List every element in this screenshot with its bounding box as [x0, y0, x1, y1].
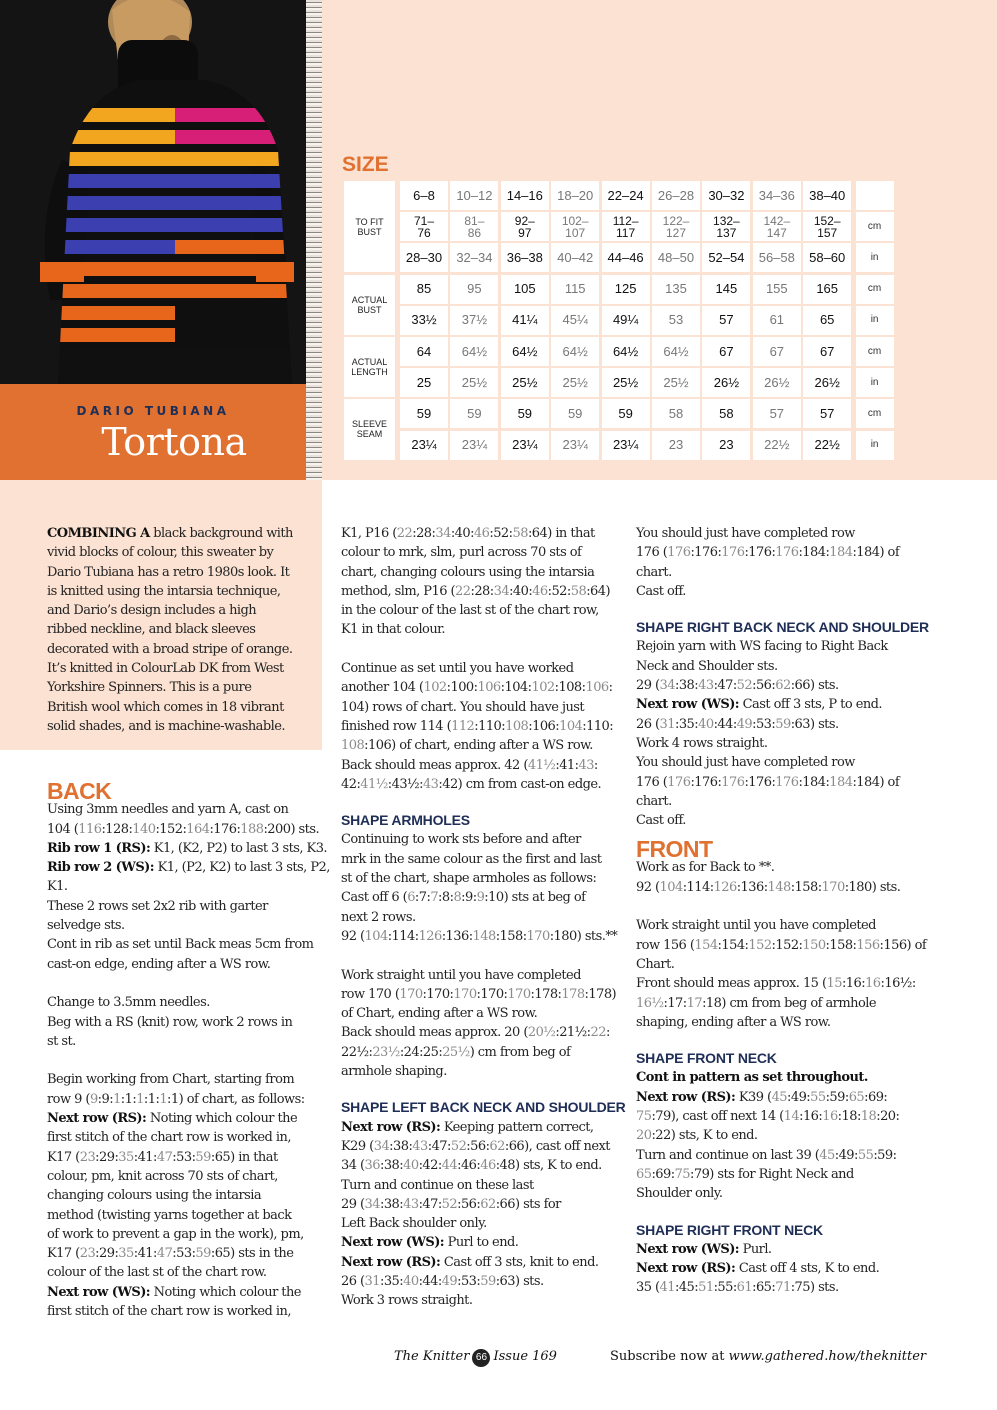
text-line: Neck and Shoulder sts. — [636, 658, 778, 674]
text-line: Work 3 rows straight. — [341, 1293, 473, 1309]
text-line: These 2 rows set 2x2 rib with garter — [47, 898, 268, 914]
text-line: 42:41½:43½:43:42) cm from cast-on edge. — [341, 776, 602, 792]
size-cell: 61 — [753, 306, 801, 335]
pattern-title: Tortona — [101, 420, 247, 464]
text-column-3 — [636, 524, 929, 1298]
size-cell: 135 — [652, 275, 700, 304]
back-heading: BACK — [47, 778, 112, 805]
text-line: method, slm, P16 (22:28:34:40:46:52:58:64) — [341, 583, 610, 599]
text-line: Work as for Back to **. — [636, 860, 775, 876]
size-cell: 58–60 — [803, 243, 851, 272]
size-cell: 112– 117 — [602, 212, 650, 241]
size-cell: 125 — [602, 275, 650, 304]
size-cell: 105 — [501, 275, 549, 304]
size-cell: 23¼ — [501, 431, 549, 460]
text-line: You should just have completed row — [636, 526, 855, 541]
text-line: Cast off 6 (6:7:7:8:8:9:9:10) sts at beg of — [341, 890, 586, 906]
text-line: and Dario’s design includes a high — [47, 603, 257, 619]
text-line: 75:79), cast off next 14 (14:16:16:18:18:20: — [636, 1109, 900, 1125]
size-cell: 22½ — [753, 431, 801, 460]
unit-cell: in — [856, 306, 894, 335]
text-line: 65:69:75:79) sts for Right Neck and — [636, 1166, 854, 1182]
text-line: row 9 (9:9:1:1:1:1:1:1) of chart, as follows: — [47, 1091, 305, 1107]
size-cell: 58 — [652, 399, 700, 428]
text-column-1 — [47, 524, 330, 1321]
text-line: method (twisting yarns together at back — [47, 1207, 292, 1223]
text-line: Cont in pattern as set throughout. — [636, 1070, 868, 1086]
text-line: British wool which comes in 18 vibrant — [47, 699, 284, 715]
text-line: Dario Tubiana has a retro 1980s look. It — [47, 564, 290, 580]
size-cell: 59 — [400, 399, 448, 428]
text-line: Next row (RS): Noting which colour the — [47, 1111, 298, 1127]
size-cell: 58 — [702, 399, 750, 428]
text-line: Begin working from Chart, starting from — [47, 1072, 295, 1088]
text-line: COMBINING A black background with — [47, 526, 293, 541]
text-line: Beg with a RS (knit) row, work 2 rows in — [47, 1014, 293, 1030]
text-line: colour, pm, knit across 70 sts of chart, — [47, 1168, 278, 1184]
spiral-binding — [306, 0, 322, 480]
text-line: vivid blocks of colour, this sweater by — [47, 545, 274, 561]
size-cell: 152– 157 — [803, 212, 851, 241]
size-cell: 36–38 — [501, 243, 549, 272]
text-line: K1, P16 (22:28:34:40:46:52:58:64) in that — [341, 526, 595, 541]
size-cell: 71– 76 — [400, 212, 448, 241]
text-line: row 170 (170:170:170:170:170:178:178:178) — [341, 986, 617, 1002]
text-line: armhole shaping. — [341, 1064, 447, 1080]
back-finish-instructions — [636, 524, 929, 601]
front-neck-instructions — [636, 1068, 929, 1203]
sweater-illustration — [0, 0, 306, 384]
size-cell: 102– 107 — [551, 212, 599, 241]
text-line: Work 4 rows straight. — [636, 735, 768, 751]
shape-armholes-heading: SHAPE ARMHOLES — [341, 812, 470, 829]
text-line: You should just have completed row — [636, 755, 855, 771]
text-line: Front should meas approx. 15 (15:16:16:16½: — [636, 976, 916, 992]
size-cell: 59 — [450, 399, 498, 428]
size-cell: 10–12 — [450, 181, 498, 210]
text-line: first stitch of the chart row is worked in, — [47, 1303, 291, 1319]
text-line: Continuing to work sts before and after — [341, 832, 581, 848]
text-line: 26 (31:35:40:44:49:53:59:63) sts. — [636, 716, 839, 732]
text-line — [47, 974, 330, 993]
size-cell: 64½ — [501, 337, 549, 366]
size-cell: 67 — [803, 337, 851, 366]
text-line: 29 (34:38:43:47:52:56:62:66) sts for — [341, 1196, 561, 1212]
right-back-neck-heading: SHAPE RIGHT BACK NECK AND SHOULDER — [636, 619, 929, 636]
size-cell: 23 — [702, 431, 750, 460]
size-cell: 6–8 — [400, 181, 448, 210]
size-cell: 28–30 — [400, 243, 448, 272]
text-line: K1 in that colour. — [341, 622, 445, 638]
unit-cell — [856, 181, 894, 210]
text-line: K29 (34:38:43:47:52:56:62:66), cast off next — [341, 1138, 610, 1154]
text-line: 26 (31:35:40:44:49:53:59:63) sts. — [341, 1273, 544, 1289]
text-line: Continue as set until you have worked — [341, 661, 574, 677]
text-line: 92 (104:114:126:136:148:158:170:180) sts. — [636, 879, 901, 895]
size-cell: 23¼ — [400, 431, 448, 460]
text-line: It’s knitted in ColourLab DK from West — [47, 661, 284, 677]
size-cell: 30–32 — [702, 181, 750, 210]
unit-cell: cm — [856, 399, 894, 428]
size-cell: 59 — [551, 399, 599, 428]
text-line: 176 (176:176:176:176:176:184:184:184) of — [636, 774, 900, 790]
left-back-neck-heading: SHAPE LEFT BACK NECK AND SHOULDER — [341, 1099, 626, 1116]
size-cell: 26–28 — [652, 181, 700, 210]
size-cell: 48–50 — [652, 243, 700, 272]
text-line: Cont in rib as set until Back meas 5cm from — [47, 937, 314, 953]
size-cell: 34–36 — [753, 181, 801, 210]
size-cell: 115 — [551, 275, 599, 304]
text-line: row 156 (154:154:152:152:150:158:156:156) of — [636, 937, 927, 953]
text-line: Using 3mm needles and yarn A, cast on — [47, 802, 289, 818]
size-cell: 64½ — [551, 337, 599, 366]
text-line: 104 (116:128:140:152:164:176:188:200) sts. — [47, 821, 320, 837]
size-group-label: SLEEVE SEAM — [344, 399, 395, 459]
text-line — [341, 946, 626, 965]
size-cell: 132– 137 — [702, 212, 750, 241]
footer-subscribe — [610, 1349, 926, 1364]
size-cell: 65 — [803, 306, 851, 335]
page-number: 66 — [472, 1349, 490, 1367]
size-cell: 81– 86 — [450, 212, 498, 241]
text-line: decorated with a broad stripe of orange. — [47, 641, 293, 657]
text-line: 108:106) of chart, ending after a WS row. — [341, 738, 593, 754]
size-cell: 32–34 — [450, 243, 498, 272]
text-line: 34 (36:38:40:42:44:46:46:48) sts, K to end. — [341, 1158, 602, 1174]
unit-cell: in — [856, 368, 894, 397]
unit-cell: cm — [856, 337, 894, 366]
size-cell: 165 — [803, 275, 851, 304]
size-cell: 49¼ — [602, 306, 650, 335]
text-line: Back should meas approx. 42 (41½:41:43: — [341, 757, 598, 773]
text-line: 20:22) sts, K to end. — [636, 1128, 758, 1144]
text-line: 35 (41:45:51:55:61:65:71:75) sts. — [636, 1280, 839, 1296]
unit-cell: in — [856, 431, 894, 460]
back-instructions — [47, 800, 330, 1321]
text-line: chart. — [636, 564, 672, 580]
size-cell: 23¼ — [551, 431, 599, 460]
subscribe-link[interactable]: www.gathered.how/theknitter — [728, 1349, 927, 1364]
size-cell: 25½ — [602, 368, 650, 397]
text-line: another 104 (102:100:106:104:102:108:106: — [341, 680, 613, 696]
text-line: chart, changing colours using the intarsia — [341, 564, 595, 580]
front-heading: FRONT — [636, 836, 713, 863]
footer-magazine — [394, 1349, 557, 1367]
text-line: colour to mrk, slm, purl across 70 sts of — [341, 545, 582, 561]
text-line: Next row (WS): Noting which colour the — [47, 1284, 301, 1300]
size-cell: 22½ — [803, 431, 851, 460]
size-cell: 26½ — [702, 368, 750, 397]
text-line: Rib row 2 (WS): K1, (P2, K2) to last 3 sts, P2, — [47, 860, 330, 876]
text-line — [636, 897, 929, 916]
armholes-instructions — [341, 830, 626, 1081]
text-line: selvedge sts. — [47, 918, 125, 934]
size-cell: 57 — [803, 399, 851, 428]
text-line: Work straight until you have completed — [636, 918, 876, 934]
issue-number: Issue 169 — [493, 1349, 557, 1364]
size-cell: 145 — [702, 275, 750, 304]
text-line — [47, 1051, 330, 1070]
text-line: cast-on edge, ending after a WS row. — [47, 956, 271, 972]
size-cell: 59 — [602, 399, 650, 428]
size-cell: 57 — [702, 306, 750, 335]
text-line: Left Back shoulder only. — [341, 1216, 487, 1232]
intro-paragraph — [47, 524, 330, 736]
size-cell: 52–54 — [702, 243, 750, 272]
text-line: K17 (23:29:35:41:47:53:59:65) in that — [47, 1149, 278, 1165]
text-line: finished row 114 (112:110:108:106:104:110: — [341, 718, 614, 734]
text-line: Next row (WS): Purl to end. — [341, 1235, 519, 1251]
size-cell: 25½ — [652, 368, 700, 397]
text-line: 104) rows of chart. You should have just — [341, 699, 585, 715]
size-cell: 33½ — [400, 306, 448, 335]
size-cell: 25½ — [551, 368, 599, 397]
text-line: Turn and continue on these last — [341, 1177, 534, 1193]
text-line: K1. — [47, 879, 68, 895]
text-line: of work to prevent a gap in the work), pm, — [47, 1226, 304, 1242]
size-cell: 67 — [753, 337, 801, 366]
text-line: Cast off. — [636, 583, 686, 599]
left-back-neck-instructions — [341, 1118, 626, 1311]
text-line: Next row (RS): K39 (45:49:55:59:65:69: — [636, 1089, 888, 1105]
text-line: colour of the last st of the chart row. — [47, 1265, 267, 1281]
text-column-2 — [341, 524, 626, 1311]
chart-instructions — [341, 524, 626, 794]
size-cell: 40–42 — [551, 243, 599, 272]
right-front-neck-instructions — [636, 1240, 929, 1298]
size-heading: SIZE — [342, 153, 389, 176]
size-group-label: TO FIT BUST — [344, 181, 395, 272]
text-line: Chart. — [636, 956, 675, 972]
magazine-name: The Knitter — [394, 1349, 470, 1364]
size-cell: 45¼ — [551, 306, 599, 335]
front-instructions — [636, 858, 929, 1032]
size-cell: 44–46 — [602, 243, 650, 272]
size-cell: 25½ — [501, 368, 549, 397]
text-line: Next row (RS): Cast off 4 sts, K to end. — [636, 1261, 880, 1277]
text-line: st st. — [47, 1033, 76, 1049]
size-cell: 23¼ — [602, 431, 650, 460]
text-line: Cast off. — [636, 813, 686, 829]
unit-cell: cm — [856, 212, 894, 241]
text-line — [341, 640, 626, 659]
unit-cell: in — [856, 243, 894, 272]
size-cell: 18–20 — [551, 181, 599, 210]
size-cell: 64 — [400, 337, 448, 366]
front-neck-heading: SHAPE FRONT NECK — [636, 1050, 777, 1067]
size-cell: 59 — [501, 399, 549, 428]
size-cell: 142– 147 — [753, 212, 801, 241]
text-line: Work straight until you have completed — [341, 967, 581, 983]
right-back-neck-instructions — [636, 637, 929, 830]
text-line: Next row (WS): Cast off 3 sts, P to end. — [636, 697, 883, 713]
size-cell: 56–58 — [753, 243, 801, 272]
size-cell: 22–24 — [602, 181, 650, 210]
text-line: chart. — [636, 793, 672, 809]
size-cell: 155 — [753, 275, 801, 304]
text-line: 16½:17:17:18) cm from beg of armhole — [636, 995, 876, 1011]
text-line: mrk in the same colour as the first and last — [341, 851, 602, 867]
text-line: 92 (104:114:126:136:148:158:170:180) sts.** — [341, 928, 618, 944]
text-line: Next row (RS): Cast off 3 sts, knit to end. — [341, 1254, 599, 1270]
text-line: in the colour of the last st of the chart row, — [341, 603, 599, 619]
size-cell: 57 — [753, 399, 801, 428]
designer-name: DARIO TUBIANA — [76, 404, 230, 418]
size-cell: 25½ — [450, 368, 498, 397]
size-cell: 23 — [652, 431, 700, 460]
text-line: K17 (23:29:35:41:47:53:59:65) sts in the — [47, 1246, 294, 1262]
size-cell: 38–40 — [803, 181, 851, 210]
size-cell: 26½ — [753, 368, 801, 397]
text-line: 29 (34:38:43:47:52:56:62:66) sts. — [636, 678, 839, 694]
text-line: 176 (176:176:176:176:176:184:184:184) of — [636, 545, 900, 561]
size-cell: 41¼ — [501, 306, 549, 335]
model-photo — [0, 0, 306, 384]
size-group-label: ACTUAL LENGTH — [344, 337, 395, 397]
text-line: of Chart, ending after a WS row. — [341, 1006, 538, 1022]
text-line: Next row (WS): Purl. — [636, 1241, 772, 1257]
size-cell: 64½ — [602, 337, 650, 366]
size-cell: 64½ — [450, 337, 498, 366]
text-line: st of the chart, shape armholes as follows: — [341, 871, 597, 887]
size-cell: 37½ — [450, 306, 498, 335]
text-line: solid shades, and is machine-washable. — [47, 718, 285, 734]
right-front-neck-heading: SHAPE RIGHT FRONT NECK — [636, 1221, 823, 1238]
text-line: 22½:23½:24:25:25½) cm from beg of — [341, 1044, 571, 1060]
text-line: shaping, ending after a WS row. — [636, 1014, 831, 1030]
unit-cell: cm — [856, 275, 894, 304]
size-cell: 85 — [400, 275, 448, 304]
text-line: Next row (RS): Keeping pattern correct, — [341, 1119, 594, 1135]
size-cell: 26½ — [803, 368, 851, 397]
subscribe-text: Subscribe now at — [610, 1349, 725, 1364]
text-line: Turn and continue on last 39 (45:49:55:59: — [636, 1147, 897, 1163]
size-cell: 23¼ — [450, 431, 498, 460]
size-cell: 14–16 — [501, 181, 549, 210]
text-line: Shoulder only. — [636, 1186, 723, 1202]
text-line: Back should meas approx. 20 (20½:21½:22: — [341, 1025, 610, 1041]
text-line: Rib row 1 (RS): K1, (K2, P2) to last 3 sts, K3. — [47, 840, 328, 856]
size-cell: 95 — [450, 275, 498, 304]
size-cell: 64½ — [652, 337, 700, 366]
size-cell: 92– 97 — [501, 212, 549, 241]
text-line: is knitted using the intarsia technique, — [47, 583, 281, 599]
size-cell: 53 — [652, 306, 700, 335]
text-line: changing colours using the intarsia — [47, 1188, 262, 1204]
size-group-label: ACTUAL BUST — [344, 275, 395, 335]
size-cell: 122– 127 — [652, 212, 700, 241]
text-line: Yorkshire Spinners. This is a pure — [47, 680, 252, 696]
text-line: first stitch of the chart row is worked in, — [47, 1130, 291, 1146]
size-cell: 25 — [400, 368, 448, 397]
text-line: next 2 rows. — [341, 909, 416, 925]
text-line: Rejoin yarn with WS facing to Right Back — [636, 639, 888, 655]
size-cell: 67 — [702, 337, 750, 366]
text-line: Change to 3.5mm needles. — [47, 995, 210, 1011]
text-line: ribbed neckline, and black sleeves — [47, 622, 256, 638]
